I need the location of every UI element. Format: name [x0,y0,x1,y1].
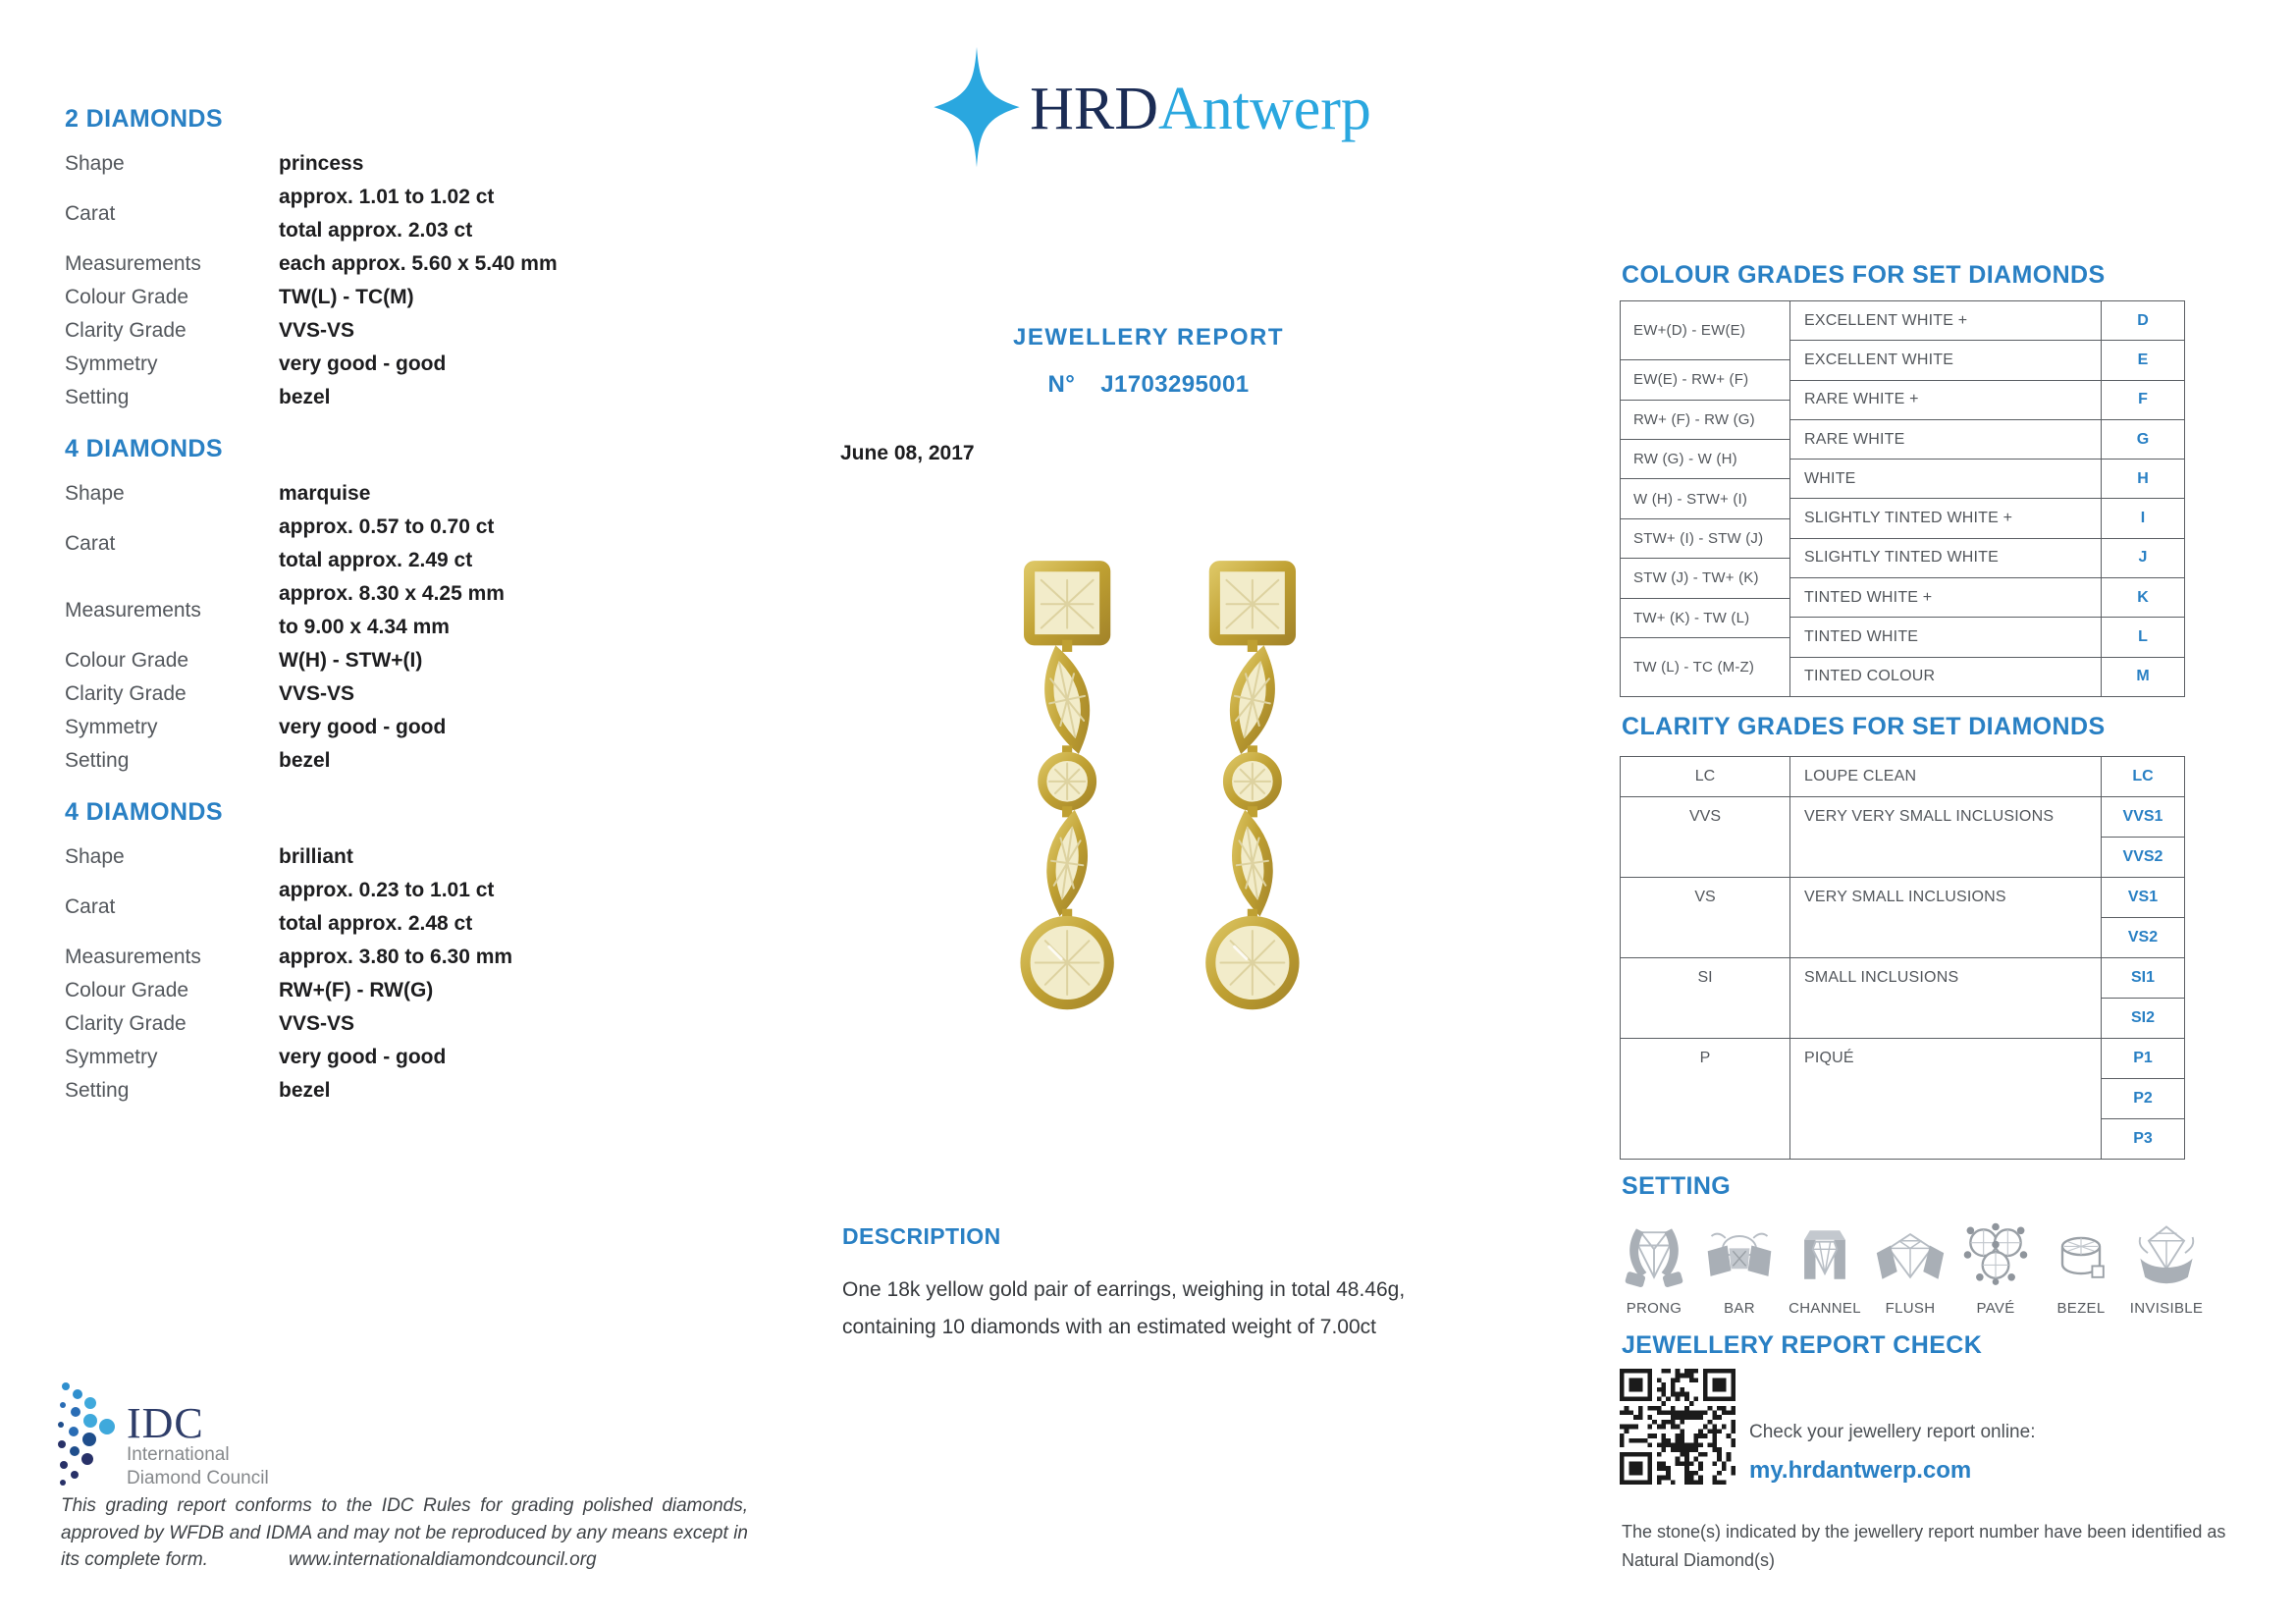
spec-value-line: marquise [279,482,371,505]
colour-range-cell: RW (G) - W (H) [1621,440,1789,479]
spec-value [279,1041,446,1074]
spec-value [279,677,354,711]
colour-grade-description: RARE WHITE + [1804,391,1919,408]
colour-range-cell: W (H) - STW+ (I) [1621,479,1789,518]
idc-acronym: IDC [127,1399,204,1447]
colour-grade-row [1790,381,2184,420]
colour-grade-row [1790,539,2184,578]
spec-row [65,677,791,711]
brand-name-hrd: HRD [1030,76,1158,142]
spec-value-line: princess [279,152,364,175]
clarity-grade-letter: SI1 [2130,969,2155,986]
clarity-group-row [1621,796,2184,877]
spec-row [65,247,791,281]
spec-value-line: brilliant [279,845,353,868]
right-earring [1210,567,1294,1004]
spec-row [65,744,791,778]
spec-value-line: bezel [279,1079,331,1102]
spec-value-line: each approx. 5.60 x 5.40 mm [279,252,558,275]
colour-range-cell: TW+ (K) - TW (L) [1621,599,1789,638]
spec-value [279,577,505,644]
clarity-description-cell [1790,958,2101,1038]
clarity-group-row [1621,1038,2184,1159]
clarity-description: VERY VERY SMALL INCLUSIONS [1804,808,2055,825]
invisible-setting-icon [2129,1212,2204,1298]
clarity-grade-letter: VS1 [2127,889,2159,905]
clarity-group-row [1621,957,2184,1038]
idc-disclaimer [61,1492,748,1574]
natural-diamond-note: The stone(s) indicated by the jewellery report number have been identified as Natural Diamond(s) [1622,1522,2226,1570]
spec-value-line: very good - good [279,716,447,738]
setting-options-row [1614,1212,2207,1317]
left-earring [1026,567,1109,1004]
clarity-description: PIQUÉ [1804,1050,1854,1066]
report-number-value: J1703295001 [1100,371,1250,398]
report-date: June 08, 2017 [840,442,975,464]
qr-code-icon [1620,1369,1735,1485]
spec-label: Measurements [65,252,201,275]
spec-value [279,281,414,314]
spec-value [279,511,494,577]
spec-value [279,1074,331,1108]
spec-row [65,181,791,247]
spec-value-line: approx. 0.23 to 1.01 ct [279,879,495,901]
clarity-letters-column [2101,878,2184,957]
setting-option-label: PRONG [1626,1300,1682,1317]
clarity-code-cell [1621,797,1790,877]
clarity-grade-letter: VVS2 [2102,837,2184,877]
colour-grade-row [1790,341,2184,380]
colour-grade-letter: H [2101,460,2184,498]
colour-range-cell: EW+(D) - EW(E) [1621,301,1789,360]
spec-value-line: bezel [279,386,331,408]
spec-label: Shape [65,152,125,175]
spec-label: Shape [65,482,125,505]
clarity-code-cell [1621,958,1790,1038]
spec-value-line: very good - good [279,1046,447,1068]
spec-value [279,941,512,974]
flush-setting-icon [1873,1212,1948,1298]
clarity-description-cell [1790,797,2101,877]
report-check-url-link[interactable]: my.hrdantwerp.com [1749,1457,1972,1484]
spec-label: Shape [65,845,125,868]
spec-value-line: very good - good [279,352,447,375]
spec-label: Carat [65,895,116,918]
idc-name [127,1443,269,1490]
spec-label: Carat [65,202,116,225]
clarity-description: SMALL INCLUSIONS [1804,969,1959,986]
description-section [842,1223,1470,1346]
colour-grade-letter: G [2101,420,2184,459]
colour-grade-letter: J [2101,539,2184,577]
sparkle-star-icon [926,45,1028,173]
setting-option-label: BAR [1724,1300,1755,1317]
setting-option-label: BEZEL [2056,1300,2106,1317]
bar-setting-icon [1702,1212,1777,1298]
spec-value [279,348,446,381]
spec-row [65,381,791,414]
spec-label: Clarity Grade [65,319,187,342]
spec-value-line: total approx. 2.48 ct [279,912,473,935]
colour-range-cell: TW (L) - TC (M-Z) [1633,658,1755,676]
spec-value-line: total approx. 2.49 ct [279,549,473,571]
spec-row [65,1041,791,1074]
idc-name-line: International [127,1444,230,1465]
spec-value [279,381,331,414]
colour-grade-letter: M [2101,658,2184,696]
spec-row [65,974,791,1007]
colour-grade-letter: I [2101,499,2184,537]
spec-label: Carat [65,532,116,555]
spec-value-line: approx. 8.30 x 4.25 mm [279,582,505,605]
section-title: 4 DIAMONDS [65,435,223,462]
report-title: JEWELLERY REPORT [1012,324,1285,351]
description-text: One 18k yellow gold pair of earrings, weighing in total 48.46g, containing 10 diamonds with an estimated weight of 7.00ct [842,1278,1406,1338]
setting-title: SETTING [1622,1172,1732,1200]
clarity-description-cell [1790,757,2101,796]
clarity-description-cell [1790,878,2101,957]
diamond-section [65,795,791,1108]
section-title: 4 DIAMONDS [65,798,223,826]
disclaimer-line: This grading report conforms to the IDC Rules for grading polished diamonds, [61,1495,748,1516]
spec-label: Setting [65,386,130,408]
spec-value [279,744,331,778]
report-number-label: N° [1047,371,1076,398]
clarity-group-row [1621,877,2184,957]
idc-logo [54,1379,269,1490]
spec-value-line: VVS-VS [279,1012,355,1035]
spec-label: Symmetry [65,352,158,375]
clarity-code: VVS [1688,808,1721,825]
clarity-grade-letter: VS2 [2102,917,2184,957]
description-title: DESCRIPTION [842,1223,1001,1249]
clarity-description: VERY SMALL INCLUSIONS [1804,889,2006,905]
spec-value [279,477,370,511]
bezel-setting-icon [2044,1212,2118,1298]
setting-option-label: FLUSH [1885,1300,1936,1317]
spec-value-line: bezel [279,749,331,772]
spec-value-line: TW(L) - TC(M) [279,286,414,308]
report-number [815,371,1482,399]
colour-grade-row [1790,618,2184,657]
colour-grade-description: WHITE [1804,469,1856,487]
setting-option [2126,1212,2207,1317]
colour-range-cell: STW (J) - TW+ (K) [1621,559,1789,598]
spec-label: Measurements [65,599,201,622]
section-title: 2 DIAMONDS [65,105,223,133]
spec-row [65,147,791,181]
earrings-photo [989,530,1328,1055]
spec-row [65,711,791,744]
colour-grade-row [1790,499,2184,538]
spec-value [279,874,494,941]
colour-range-cell: STW+ (I) - STW (J) [1621,519,1789,559]
spec-label: Clarity Grade [65,1012,187,1035]
colour-ranges-column [1621,301,1790,696]
colour-grades-title: COLOUR GRADES FOR SET DIAMONDS [1622,261,2106,289]
colour-grade-letter: L [2101,618,2184,656]
spec-label: Symmetry [65,716,158,738]
spec-row [65,314,791,348]
spec-value-line: approx. 1.01 to 1.02 ct [279,186,495,208]
clarity-code: P [1699,1050,1711,1066]
colour-grade-description: SLIGHTLY TINTED WHITE [1804,549,2000,567]
spec-label: Setting [65,1079,130,1102]
colour-grade-letter: E [2101,341,2184,379]
clarity-grades-title: CLARITY GRADES FOR SET DIAMONDS [1622,713,2106,740]
spec-row [65,644,791,677]
setting-option-label: CHANNEL [1789,1300,1861,1317]
spec-label: Symmetry [65,1046,158,1068]
colour-grade-letter: K [2101,578,2184,617]
spec-row [65,1007,791,1041]
setting-option [1614,1212,1694,1317]
setting-option-label: PAVÉ [1976,1300,2015,1317]
spec-value-line: to 9.00 x 4.34 mm [279,616,450,638]
spec-label: Clarity Grade [65,682,187,705]
spec-value-line: approx. 0.57 to 0.70 ct [279,515,495,538]
spec-row [65,941,791,974]
spec-row [65,840,791,874]
clarity-grade-letter: LC [2132,768,2154,784]
clarity-code-cell [1621,1039,1790,1159]
colour-grade-row [1790,658,2184,696]
diamond-section [65,102,791,414]
colour-grade-description: EXCELLENT WHITE + [1804,311,1968,329]
brand-name-antwerp: Antwerp [1157,76,1371,142]
colour-grade-row [1790,578,2184,618]
spec-value [279,1007,354,1041]
clarity-grade-letter: P3 [2102,1118,2184,1159]
colour-range-cell: EW(E) - RW+ (F) [1621,360,1789,400]
colour-grade-description: RARE WHITE [1804,430,1905,448]
spec-value [279,711,446,744]
idc-name-line: Diamond Council [127,1468,269,1488]
spec-label: Setting [65,749,130,772]
spec-label: Colour Grade [65,286,189,308]
idc-website-link[interactable]: www.internationaldiamondcouncil.org [288,1549,597,1570]
clarity-code-cell [1621,757,1790,796]
colour-grade-row [1790,460,2184,499]
spec-label: Colour Grade [65,979,189,1001]
hrd-antwerp-logo [815,45,1482,173]
spec-value-line: W(H) - STW+(I) [279,649,423,672]
diamond-section [65,432,791,778]
disclaimer-line: approved by WFDB and IDMA and may not be reproduced by any means except in [61,1522,748,1543]
pave-setting-icon [1958,1212,2033,1298]
idc-text-block [127,1379,269,1490]
setting-option [1870,1212,1950,1317]
setting-option [1699,1212,1780,1317]
colour-grade-description: SLIGHTLY TINTED WHITE + [1804,510,2013,527]
setting-option [1785,1212,1865,1317]
clarity-description: LOUPE CLEAN [1804,768,1917,784]
clarity-group-row [1621,757,2184,796]
colour-range-cell: RW+ (F) - RW (G) [1621,401,1789,440]
clarity-letters-column [2101,757,2184,796]
spec-value [279,840,353,874]
spec-value [279,314,354,348]
clarity-grade-letter: SI2 [2102,998,2184,1038]
colour-grades-table [1620,300,2185,697]
clarity-letters-column [2101,797,2184,877]
clarity-code-cell [1621,878,1790,957]
clarity-code: SI [1697,969,1713,986]
spec-row [65,874,791,941]
spec-value [279,147,363,181]
spec-value [279,974,433,1007]
disclaimer-text: its complete form. [61,1549,208,1570]
setting-option [2041,1212,2121,1317]
clarity-grade-letter: VVS1 [2122,808,2163,825]
spec-value-line: total approx. 2.03 ct [279,219,473,242]
colour-grade-description: EXCELLENT WHITE [1804,351,1954,368]
spec-value-line: approx. 3.80 to 6.30 mm [279,946,513,968]
spec-value-line: VVS-VS [279,319,355,342]
spec-value [279,181,494,247]
clarity-letters-column [2101,958,2184,1038]
colour-grade-description: TINTED COLOUR [1804,668,1936,685]
spec-row [65,281,791,314]
spec-value-line: VVS-VS [279,682,355,705]
colour-grade-row [1790,301,2184,341]
spec-value [279,644,422,677]
clarity-code: LC [1694,768,1716,784]
disclaimer-last-line [61,1546,748,1574]
idc-dots-icon [54,1379,121,1488]
colour-grades-column [1790,301,2184,696]
spec-row [65,348,791,381]
colour-grade-row [1790,420,2184,460]
spec-label: Measurements [65,946,201,968]
clarity-grades-table [1620,756,2185,1160]
clarity-code: VS [1694,889,1716,905]
prong-setting-icon [1617,1212,1691,1298]
clarity-grade-letter: P2 [2102,1078,2184,1118]
setting-option [1955,1212,2036,1317]
spec-value [279,247,558,281]
spec-label: Colour Grade [65,649,189,672]
colour-grade-letter: F [2101,381,2184,419]
colour-grade-description: TINTED WHITE [1804,628,1919,646]
diamond-specs-column [65,102,791,1125]
report-check-title: JEWELLERY REPORT CHECK [1622,1331,1983,1359]
report-check-prompt: Check your jewellery report online: [1749,1422,2036,1442]
clarity-letters-column [2101,1039,2184,1159]
colour-grade-description: TINTED WHITE + [1804,588,1933,606]
channel-setting-icon [1788,1212,1862,1298]
spec-value-line: RW+(F) - RW(G) [279,979,434,1001]
spec-row [65,1074,791,1108]
spec-row [65,477,791,511]
clarity-description-cell [1790,1039,2101,1159]
colour-grade-letter: D [2101,301,2184,340]
spec-row [65,577,791,644]
clarity-grade-letter: P1 [2133,1050,2153,1066]
spec-row [65,511,791,577]
setting-option-label: INVISIBLE [2129,1300,2204,1317]
